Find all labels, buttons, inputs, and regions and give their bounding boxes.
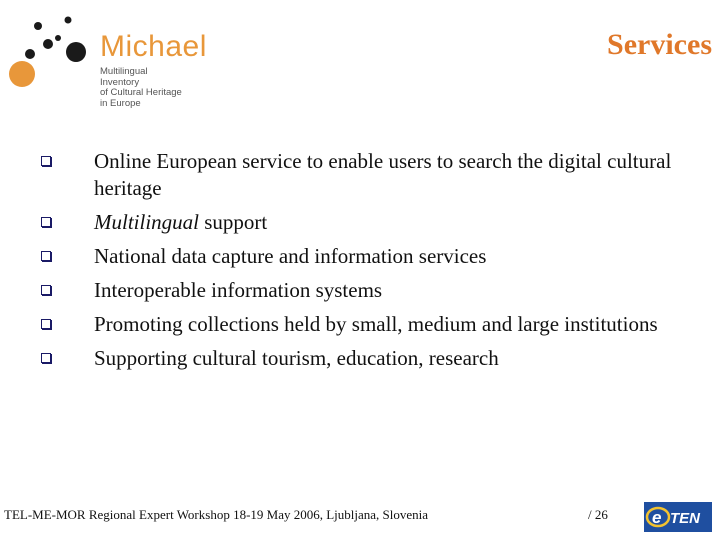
logo-name: Michael <box>100 30 207 63</box>
square-bullet-icon <box>41 156 51 166</box>
bullet-item <box>36 148 686 202</box>
bullet-text-italic: Multilingual <box>94 210 199 234</box>
bullet-item <box>36 243 686 270</box>
logo-subtitle-line: Inventory <box>100 76 140 88</box>
square-bullet-icon <box>41 285 51 295</box>
bullet-text: Supporting cultural tourism, education, research <box>94 346 499 370</box>
eten-logo-icon <box>644 502 712 532</box>
square-bullet-icon <box>41 353 51 363</box>
michael-logo-dots-icon <box>8 14 100 104</box>
bullet-text: support <box>199 210 268 234</box>
bullet-item <box>36 209 686 236</box>
logo-subtitle <box>100 67 210 109</box>
bullet-item <box>36 311 686 338</box>
svg-text:TEN: TEN <box>670 510 700 527</box>
footer-event: TEL-ME-MOR Regional Expert Workshop 18-19 May 2006, Ljubljana, Slovenia <box>4 507 429 522</box>
footer-page-number: / 26 <box>588 507 608 522</box>
logo-subtitle-line: of Cultural Heritage <box>100 87 182 98</box>
square-bullet-icon <box>41 217 51 227</box>
slide-title: Services <box>607 28 712 61</box>
bullet-item <box>36 277 686 304</box>
bullet-text: Interoperable information systems <box>94 278 383 302</box>
square-bullet-icon <box>41 319 51 329</box>
svg-text:e: e <box>652 508 662 527</box>
logo-subtitle-line: Multilingual <box>100 66 148 77</box>
square-bullet-icon <box>41 251 51 261</box>
logo-subtitle-line: in Europe <box>100 97 141 109</box>
bullet-text: Online European service to enable users to search the digital cultural heritage <box>94 149 672 200</box>
bullet-text: Promoting collections held by small, medium and large institutions <box>94 312 658 336</box>
bullet-list <box>36 148 686 379</box>
bullet-text: National data capture and information services <box>94 244 487 268</box>
bullet-item <box>36 345 686 372</box>
michael-logo <box>8 14 208 109</box>
